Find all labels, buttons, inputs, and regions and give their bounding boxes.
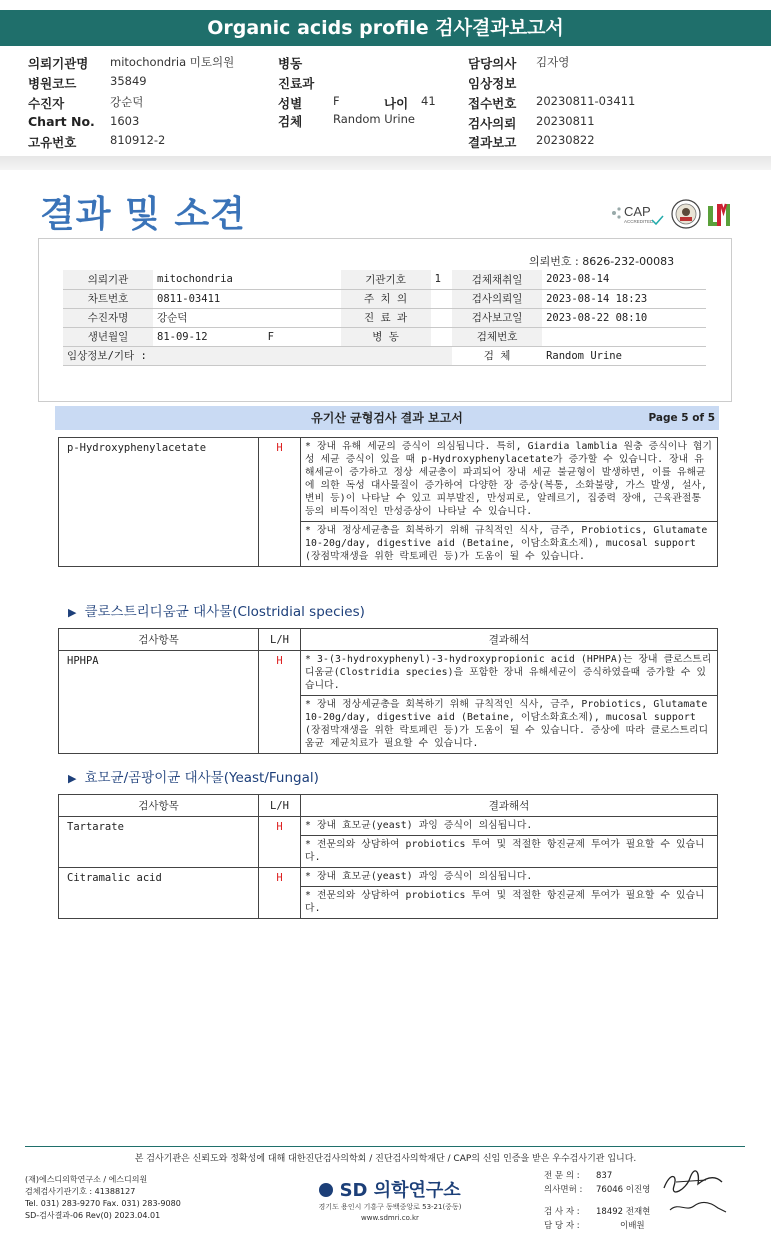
header-value: 1603 — [110, 114, 140, 128]
footer-text: Tel. 031) 283-9270 Fax. 031) 283-9080 — [25, 1199, 181, 1208]
footer-logo-block — [300, 1176, 480, 1224]
header-value: 20230811 — [536, 114, 595, 128]
signatory-row: 의사면허 : 76046 이진영 — [544, 1185, 651, 1195]
col-header-item: 검사항목 — [59, 795, 259, 817]
svg-text:ACCREDITED: ACCREDITED — [624, 219, 654, 224]
summary-label: 의뢰기관 — [63, 270, 153, 289]
col-header-interpretation: 결과해석 — [301, 629, 718, 651]
footer-signatories — [544, 1169, 650, 1233]
summary-value — [431, 289, 453, 308]
header-label: 수진자 — [28, 96, 65, 111]
recommendation: * 전문의와 상담하여 probiotics 투여 및 적절한 항진균제 투여가 필요할 수 있습니다. — [301, 836, 718, 868]
page-number: Page 5 of 5 — [648, 412, 715, 424]
lh-flag: H — [259, 651, 301, 754]
summary-label: 검체채취일 — [452, 270, 542, 289]
header-value: 41 — [421, 94, 436, 108]
recommendation: * 장내 정상세균총을 회복하기 위해 규칙적인 식사, 금주, Probiotics, Glutamate 10-20g/day, digestive aid (Betaine, 이담소화효소제), mucosal support (장점막재생을 위한 락토페린 등)가 도움이 될 수 있습니다. 증상에 따라 클로스트리디움균 제균치료가 필요할 수 있습니다. — [301, 696, 718, 754]
table-header-row — [59, 629, 718, 651]
recommendation: * 전문의와 상담하여 probiotics 투여 및 적절한 항진균제 투여가 필요할 수 있습니다. — [301, 887, 718, 919]
section-heading-clostridial — [68, 600, 365, 620]
footer-divider — [25, 1146, 745, 1147]
summary-value: 0811-03411 — [153, 289, 341, 308]
report-header-bar — [55, 406, 719, 430]
interpretation: * 3-(3-hydroxyphenyl)-3-hydroxypropionic acid (HPHPA)는 장내 클로스트리디움균(Clostridia species)을 포함한 장내 유해세균이 증식하였을때 증가할 수 있습니다. — [301, 651, 718, 696]
header-label: Chart No. — [28, 114, 95, 129]
summary-row — [63, 289, 706, 308]
interpretation: * 장내 효모균(yeast) 과잉 증식이 의심됩니다. — [301, 868, 718, 887]
test-item: Citramalic acid — [59, 868, 259, 919]
report-title-bar: Organic acids profile 검사결과보고서 — [0, 10, 771, 46]
footer-left — [25, 1174, 181, 1222]
header-value: Random Urine — [333, 112, 415, 126]
summary-row — [63, 327, 706, 346]
interpretation: * 장내 유해 세균의 증식이 의심됩니다. 특히, Giardia lamblia 원충 증식이나 혐기성 세균 증식이 있을 때 p-Hydroxyphenylacetate가 증가할 수 있습니다. 장내 유해세균이 증가하고 정상 세균총이 파괴되어 장내 세균 불균형이 발생하면, 이를 유해균에 의한 독성 대사물질이 증가하여 다양한 장 증상(복통, 소화불량, 가스 발생, 설사, 변비 등)이 나타날 수 있고 피부발진, 만성피로, 알레르기, 집중력 장애, 근육관절통 등의 비특이적인 만성증상이 나타날 수 있습니다. — [301, 438, 718, 522]
header-label: 병원코드 — [28, 76, 77, 91]
section-heading-yeast — [68, 766, 319, 786]
header-value: F — [333, 94, 340, 108]
summary-value: 2023-08-22 08:10 — [542, 308, 706, 327]
header-value: 20230822 — [536, 133, 595, 147]
sd-logo-icon — [319, 1183, 333, 1197]
header-label: 임상정보 — [468, 76, 517, 91]
cap-logo-icon — [612, 204, 663, 224]
sd-logo: SD 의학연구소 — [300, 1176, 480, 1202]
header-label: 진료과 — [278, 76, 315, 91]
header-label: 의뢰기관명 — [28, 56, 89, 71]
request-number: 의뢰번호 : 8626-232-00083 — [529, 255, 675, 268]
lh-flag: H — [259, 817, 301, 868]
header-label: 결과보고 — [468, 135, 517, 150]
result-table-2 — [58, 628, 718, 754]
table-row — [59, 868, 718, 887]
summary-label: 주 치 의 — [341, 289, 431, 308]
summary-value: Random Urine — [542, 346, 706, 365]
summary-label: 검사보고일 — [452, 308, 542, 327]
test-item: Tartarate — [59, 817, 259, 868]
summary-label: 검사의뢰일 — [452, 289, 542, 308]
header-label: 고유번호 — [28, 135, 77, 150]
summary-value — [542, 327, 706, 346]
summary-value — [153, 327, 341, 346]
summary-label: 병 동 — [341, 327, 431, 346]
lm-logo-icon — [708, 204, 730, 226]
table-header-row — [59, 795, 718, 817]
summary-label: 진 료 과 — [341, 308, 431, 327]
section-title: 클로스트리디움균 대사물(Clostridial species) — [84, 604, 365, 620]
header-label: 검체 — [278, 114, 303, 129]
summary-value: 1 — [431, 270, 453, 289]
summary-table — [63, 270, 706, 366]
triangle-right-icon: ▶ — [68, 772, 77, 785]
signatory-row: 검 사 자 : 18492 전재현 — [544, 1207, 651, 1217]
svg-text:CAP: CAP — [624, 204, 651, 219]
divider-band — [0, 156, 771, 170]
header-label: 병동 — [278, 56, 303, 71]
test-item: p-Hydroxyphenylacetate — [59, 438, 259, 567]
header-value: 20230811-03411 — [536, 94, 636, 108]
col-header-lh: L/H — [259, 795, 301, 817]
table-row — [59, 651, 718, 696]
summary-value: 2023-08-14 — [542, 270, 706, 289]
test-item: HPHPA — [59, 651, 259, 754]
triangle-right-icon: ▶ — [68, 606, 77, 619]
summary-box — [38, 238, 732, 402]
footer-text: SD-검사결과-06 Rev(0) 2023.04.01 — [25, 1211, 161, 1220]
recommendation: * 장내 정상세균총을 회복하기 위해 규칙적인 식사, 금주, Probiotics, Glutamate 10-20g/day, digestive aid (Betaine, 이담소화효소제), mucosal support (장점막재생을 위한 락토페린 등)가 도움이 될 수 있습니다. — [301, 522, 718, 567]
summary-row — [63, 346, 706, 365]
footer-address: 경기도 용인시 기흥구 동백중앙로 53-21(중동) www.sdmri.co.kr — [300, 1202, 480, 1224]
col-header-lh: L/H — [259, 629, 301, 651]
footer-text: (재)에스디의학연구소 / 에스디의원 — [25, 1175, 148, 1184]
col-header-item: 검사항목 — [59, 629, 259, 651]
section-title: 효모균/곰팡이균 대사물(Yeast/Fungal) — [84, 770, 319, 786]
header-label: 담당의사 — [468, 56, 517, 71]
summary-label: 임상정보/기타 : — [63, 346, 452, 365]
lh-flag: H — [259, 438, 301, 567]
header-value: 강순덕 — [110, 95, 144, 109]
summary-row — [63, 270, 706, 289]
header-value: 35849 — [110, 74, 147, 88]
header-value: mitochondria 미토의원 — [110, 55, 235, 69]
footer-note: 본 검사기관은 신뢰도와 정확성에 대해 대한진단검사의학회 / 진단검사의학재단 / CAP의 신임 인증을 받은 우수검사기관 입니다. — [134, 1154, 637, 1164]
footer-website: www.sdmri.co.kr — [361, 1214, 419, 1222]
summary-value: 2023-08-14 18:23 — [542, 289, 706, 308]
summary-value: 강순덕 — [153, 308, 341, 327]
birth-date: 81-09-12 — [157, 330, 208, 343]
signature-icon — [656, 1166, 736, 1218]
sex-value: F — [267, 330, 274, 343]
summary-label: 수진자명 — [63, 308, 153, 327]
result-table-3 — [58, 794, 718, 919]
report-subtitle: 유기산 균형검사 결과 보고서 — [311, 411, 463, 425]
result-table-1 — [58, 437, 718, 567]
header-value: 810912-2 — [110, 133, 166, 147]
summary-label: 검체번호 — [452, 327, 542, 346]
summary-value: mitochondria — [153, 270, 341, 289]
summary-label: 차트번호 — [63, 289, 153, 308]
signatory-row: 전 문 의 : 837 — [544, 1171, 613, 1181]
header-label: 나이 — [384, 96, 409, 111]
header-label: 접수번호 — [468, 96, 517, 111]
summary-value — [431, 308, 453, 327]
table-row — [59, 438, 718, 522]
summary-value — [431, 327, 453, 346]
header-label: 성별 — [278, 96, 303, 111]
seal-logo-icon — [672, 200, 700, 228]
signatory-row: 담 당 자 : 이배원 — [544, 1221, 645, 1231]
lh-flag: H — [259, 868, 301, 919]
header-value: 김자영 — [536, 55, 570, 69]
accreditation-logos — [608, 196, 738, 232]
summary-label: 기관기호 — [341, 270, 431, 289]
header-label: 검사의뢰 — [468, 116, 517, 131]
footer-text: 검체검사기관기호 : 41388127 — [25, 1187, 136, 1196]
result-title: 결과 및 소견 — [40, 194, 246, 235]
table-row — [59, 817, 718, 836]
col-header-interpretation: 결과해석 — [301, 795, 718, 817]
summary-label: 생년월일 — [63, 327, 153, 346]
interpretation: * 장내 효모균(yeast) 과잉 증식이 의심됩니다. — [301, 817, 718, 836]
summary-label: 검 체 — [452, 346, 542, 365]
summary-row — [63, 308, 706, 327]
